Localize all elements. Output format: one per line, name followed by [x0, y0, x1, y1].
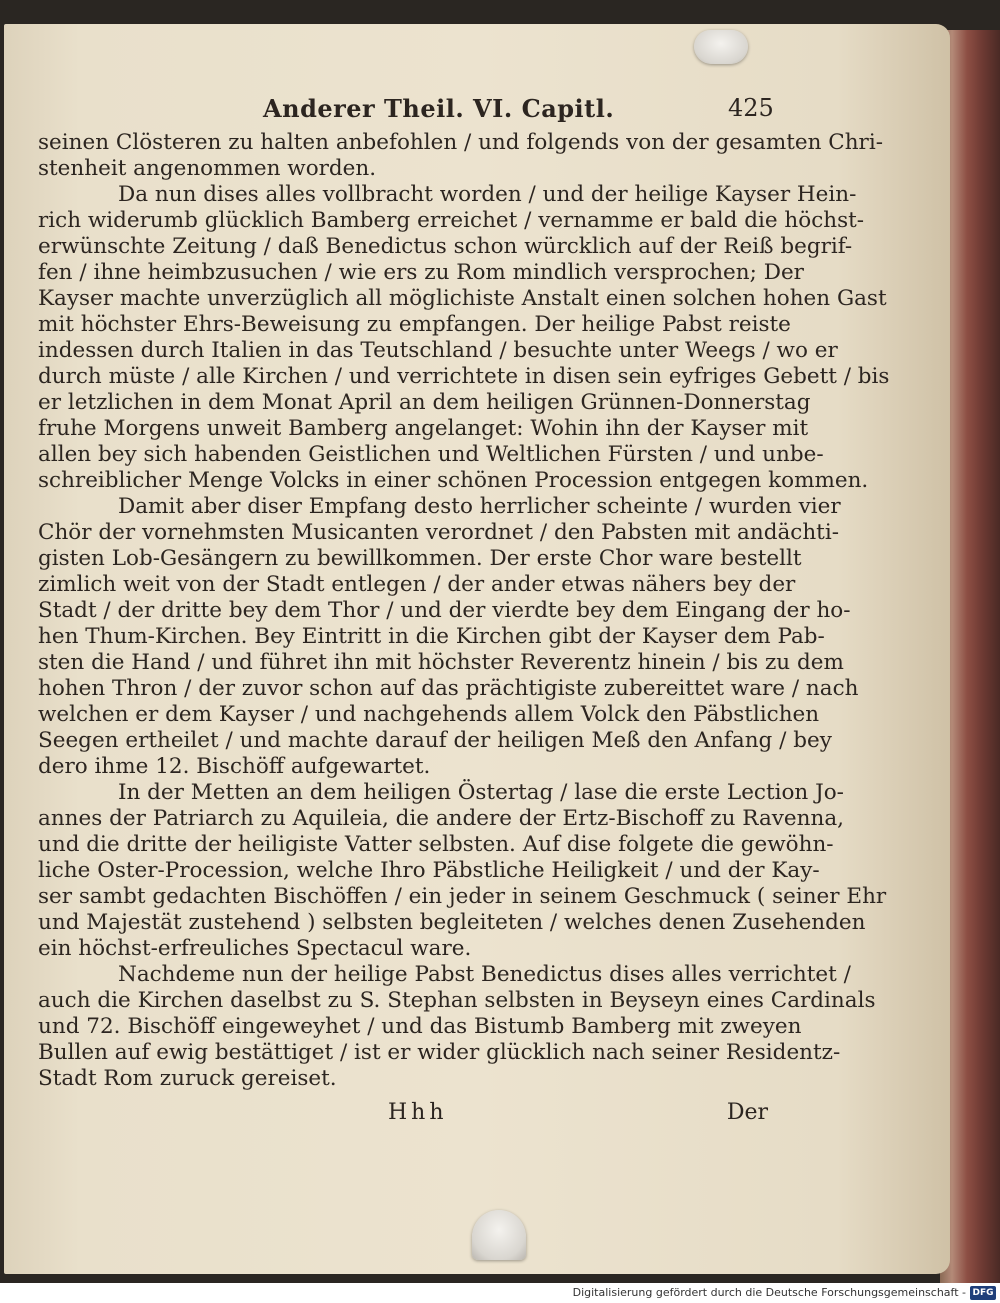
text-line: und 72. Bischöff eingeweyhet / und das Bistumb Bamberg mit zweyen — [38, 1014, 802, 1039]
catchword: Der — [726, 1100, 768, 1125]
text-line: allen bey sich habenden Geistlichen und Weltlichen Fürsten / und unbe- — [38, 442, 824, 467]
text-line: sten die Hand / und führet ihn mit höchster Reverentz hinein / bis zu dem — [38, 650, 844, 675]
text-line: Chör der vornehmsten Musicanten verordnet / den Pabsten mit andächti- — [38, 520, 839, 545]
text-line: Stadt Rom zuruck gereiset. — [38, 1066, 337, 1091]
text-line: ein höchst-erfreuliches Spectacul ware. — [38, 936, 472, 961]
body-text — [38, 130, 890, 1092]
page-text-block — [38, 90, 890, 1136]
text-line: hohen Thron / der zuvor schon auf das prächtigiste zubereittet ware / nach — [38, 676, 859, 701]
running-head: Anderer Theil. VI. Capitl. — [263, 94, 615, 123]
page-number: 425 — [728, 94, 774, 122]
dfg-logo-icon: DFG — [970, 1286, 996, 1300]
text-line: seinen Clösteren zu halten anbefohlen / und folgends von der gesamten Chri- — [38, 130, 883, 155]
text-line: fen / ihne heimbzusuchen / wie ers zu Rom mindlich versprochen; Der — [38, 260, 804, 285]
text-line: zimlich weit von der Stadt entlegen / der ander etwas nähers bey der — [38, 572, 796, 597]
text-line: Kayser machte unverzüglich all möglichiste Anstalt einen solchen hohen Gast — [38, 286, 887, 311]
text-line: hen Thum-Kirchen. Bey Eintritt in die Kirchen gibt der Kayser dem Pab- — [38, 624, 825, 649]
text-line: Da nun dises alles vollbracht worden / und der heilige Kayser Hein- — [118, 182, 857, 207]
text-line: dero ihme 12. Bischöff aufgewartet. — [38, 754, 431, 779]
page-header — [38, 90, 774, 130]
text-line: Damit aber diser Empfang desto herrlicher scheinte / wurden vier — [118, 494, 841, 519]
text-line: liche Oster-Procession, welche Ihro Päbstliche Heiligkeit / und der Kay- — [38, 858, 820, 883]
text-line: auch die Kirchen daselbst zu S. Stephan selbsten in Beyseyn eines Cardinals — [38, 988, 876, 1013]
text-line: rich widerumb glücklich Bamberg erreichet / vernamme er bald die höchst- — [38, 208, 865, 233]
text-line: annes der Patriarch zu Aquileia, die andere der Ertz-Bischoff zu Ravenna, — [38, 806, 844, 831]
text-line: welchen er dem Kayser / und nachgehends allem Volck den Päbstlichen — [38, 702, 820, 727]
text-line: Seegen ertheilet / und machte darauf der heiligen Meß den Anfang / bey — [38, 728, 832, 753]
signature-mark: Hhh — [388, 1100, 448, 1125]
text-line: durch müste / alle Kirchen / und verrichtete in disen sein eyfriges Gebett / bis — [38, 364, 890, 389]
text-line: und die dritte der heiligiste Vatter selbsten. Auf dise folgete die gewöhn- — [38, 832, 834, 857]
text-line: Bullen auf ewig bestättiget / ist er wider glücklich nach seiner Residentz- — [38, 1040, 841, 1065]
text-line: Nachdeme nun der heilige Pabst Benedictus dises alles verrichtet / — [118, 962, 851, 987]
text-line: gisten Lob-Gesängern zu bewillkommen. Der erste Chor ware bestellt — [38, 546, 802, 571]
text-line: Stadt / der dritte bey dem Thor / und der vierdte bey dem Eingang der ho- — [38, 598, 851, 623]
text-line: er letzlichen in dem Monat April an dem heiligen Grünnen-Donnerstag — [38, 390, 811, 415]
text-line: ser sambt gedachten Bischöffen / ein jeder in seinem Geschmuck ( seiner Ehr — [38, 884, 887, 909]
page-footer — [38, 1096, 768, 1136]
text-line: und Majestät zustehend ) selbsten begleiteten / welches denen Zusehenden — [38, 910, 866, 935]
text-line: In der Metten an dem heiligen Östertag / lase die erste Lection Jo- — [118, 780, 844, 805]
credit-bar — [0, 1283, 1000, 1303]
page-clip-bottom — [472, 1210, 526, 1260]
text-line: fruhe Morgens unweit Bamberg angelanget: Wohin ihn der Kayser mit — [38, 416, 809, 441]
text-line: erwünschte Zeitung / daß Benedictus schon würcklich auf der Reiß begrif- — [38, 234, 853, 259]
text-line: indessen durch Italien in das Teutschland / besuchte unter Weegs / wo er — [38, 338, 838, 363]
text-line: mit höchster Ehrs-Beweisung zu empfangen. Der heilige Pabst reiste — [38, 312, 791, 337]
digitization-credit: Digitalisierung gefördert durch die Deutsche Forschungsgemeinschaft - — [572, 1286, 966, 1299]
text-line: stenheit angenommen worden. — [38, 156, 377, 181]
text-line: schreiblicher Menge Volcks in einer schönen Procession entgegen kommen. — [38, 468, 869, 493]
page-clip-top — [694, 30, 748, 64]
